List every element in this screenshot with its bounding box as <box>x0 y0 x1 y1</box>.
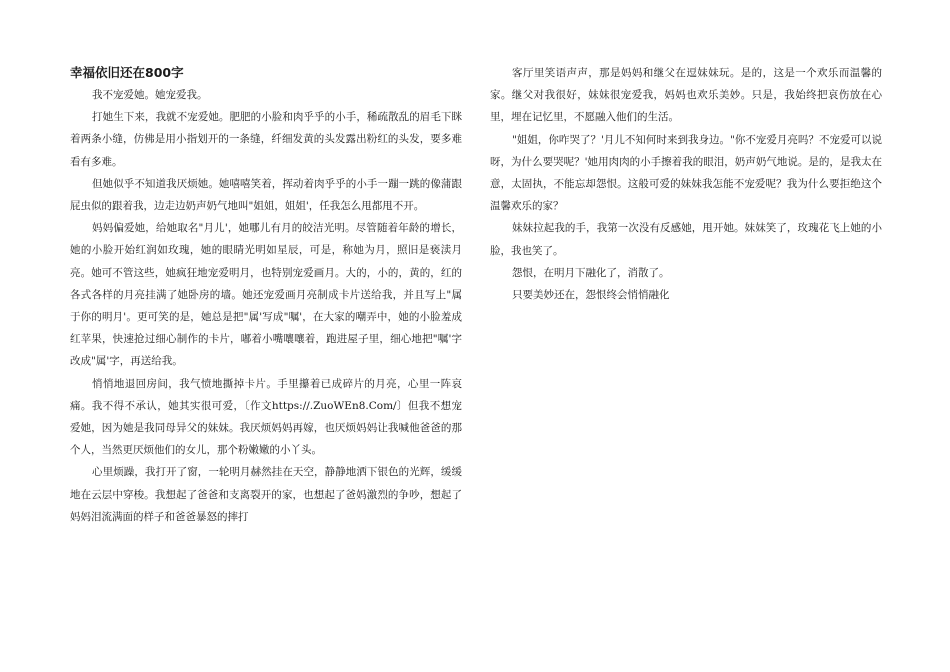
paragraph: 客厅里笑语声声，那是妈妈和继父在逗妹妹玩。是的，这是一个欢乐而温馨的家。继父对我很好，妹妹很宠爱我，妈妈也欢乐美妙。只是，我始终把哀伤放在心里，埋在记忆里，不愿融入他们的生活。 <box>490 67 882 124</box>
paragraph: "姐姐，你咋哭了？'月儿不知何时来到我身边。"你不宠爱月亮吗？不宠爱可以说呀，为什么要哭呢？'她用肉肉的小手擦着我的眼泪，奶声奶气地说。是的，是我太在意，太固执，不能忘却怨恨。这般可爱的妹妹我怎能不宠爱呢？我为什么要拒绝这个温馨欢乐的家？ <box>490 133 882 213</box>
paragraph: 但她似乎不知道我厌烦她。她嘻嘻笑着，挥动着肉乎乎的小手一蹦一跳的像蒲跟屁虫似的跟着我，边走边奶声奶气地叫"姐姐，姐姐'，任我怎么甩都甩不开。 <box>70 177 462 213</box>
article-title: 幸福依旧还在800字 <box>70 65 184 80</box>
paragraph: 妈妈偏爱她，给她取名"月儿'，她哪儿有月的皎洁光明。尽管随着年龄的增长，她的小脸开始红润如玫瑰，她的眼睛光明如星辰，可是，称她为月，照旧是亵渎月亮。她可不管这些，她疯狂地宠爱明月，也特别宠爱画月。大的，小的，黄的，红的各式各样的月亮挂满了她卧房的墙。她还宠爱画月亮制成卡片送给我，并且写上"属于你的明月'。更可笑的是，她总是把"属'写成"嘱'，在大家的嘲弄中，她的小脸羞成红苹果，快速抢过细心制作的卡片，嘟着小嘴嚷嚷着，跑进屋子里，细心地把"嘱'字改成"属'字，再送给我。 <box>70 222 462 368</box>
paragraph: 悄悄地退回房间，我气愤地撕掉卡片。手里攥着已成碎片的月亮，心里一阵哀痛。我不得不承认，她其实很可爱，〔作文https://.ZuoWEn8.Com/〕但我不想宠爱她，因为她是我同母异父的妹妹。我厌烦妈妈再嫁，也厌烦妈妈让我喊他爸爸的那个人，当然更厌烦他们的女儿，那个粉嫩嫩的小丫头。 <box>70 377 462 457</box>
paragraph: 心里烦躁，我打开了窗，一轮明月赫然挂在天空，静静地洒下银色的光辉，缓缓地在云层中穿梭。我想起了爸爸和支离裂开的家，也想起了爸妈激烈的争吵，想起了妈妈泪流满面的样子和爸爸暴怒的摔打 <box>70 466 462 523</box>
paragraph: 打她生下来，我就不宠爱她。肥肥的小脸和肉乎乎的小手，稀疏散乱的眉毛下眯着两条小缝，仿佛是用小指划开的一条缝，纤细发黄的头发露出粉红的头发，要多难看有多难。 <box>70 111 462 168</box>
paragraph: 妹妹拉起我的手，我第一次没有反感她，甩开她。妹妹笑了，玫瑰花飞上她的小脸，我也笑了。 <box>490 222 882 257</box>
right-column <box>490 62 882 306</box>
paragraph: 只要美妙还在，怨恨终会悄悄融化 <box>512 289 670 302</box>
paragraph: 怨恨，在明月下融化了，消散了。 <box>512 266 670 279</box>
paragraph: 我不宠爱她。她宠爱我。 <box>92 89 208 101</box>
left-column <box>70 62 462 528</box>
